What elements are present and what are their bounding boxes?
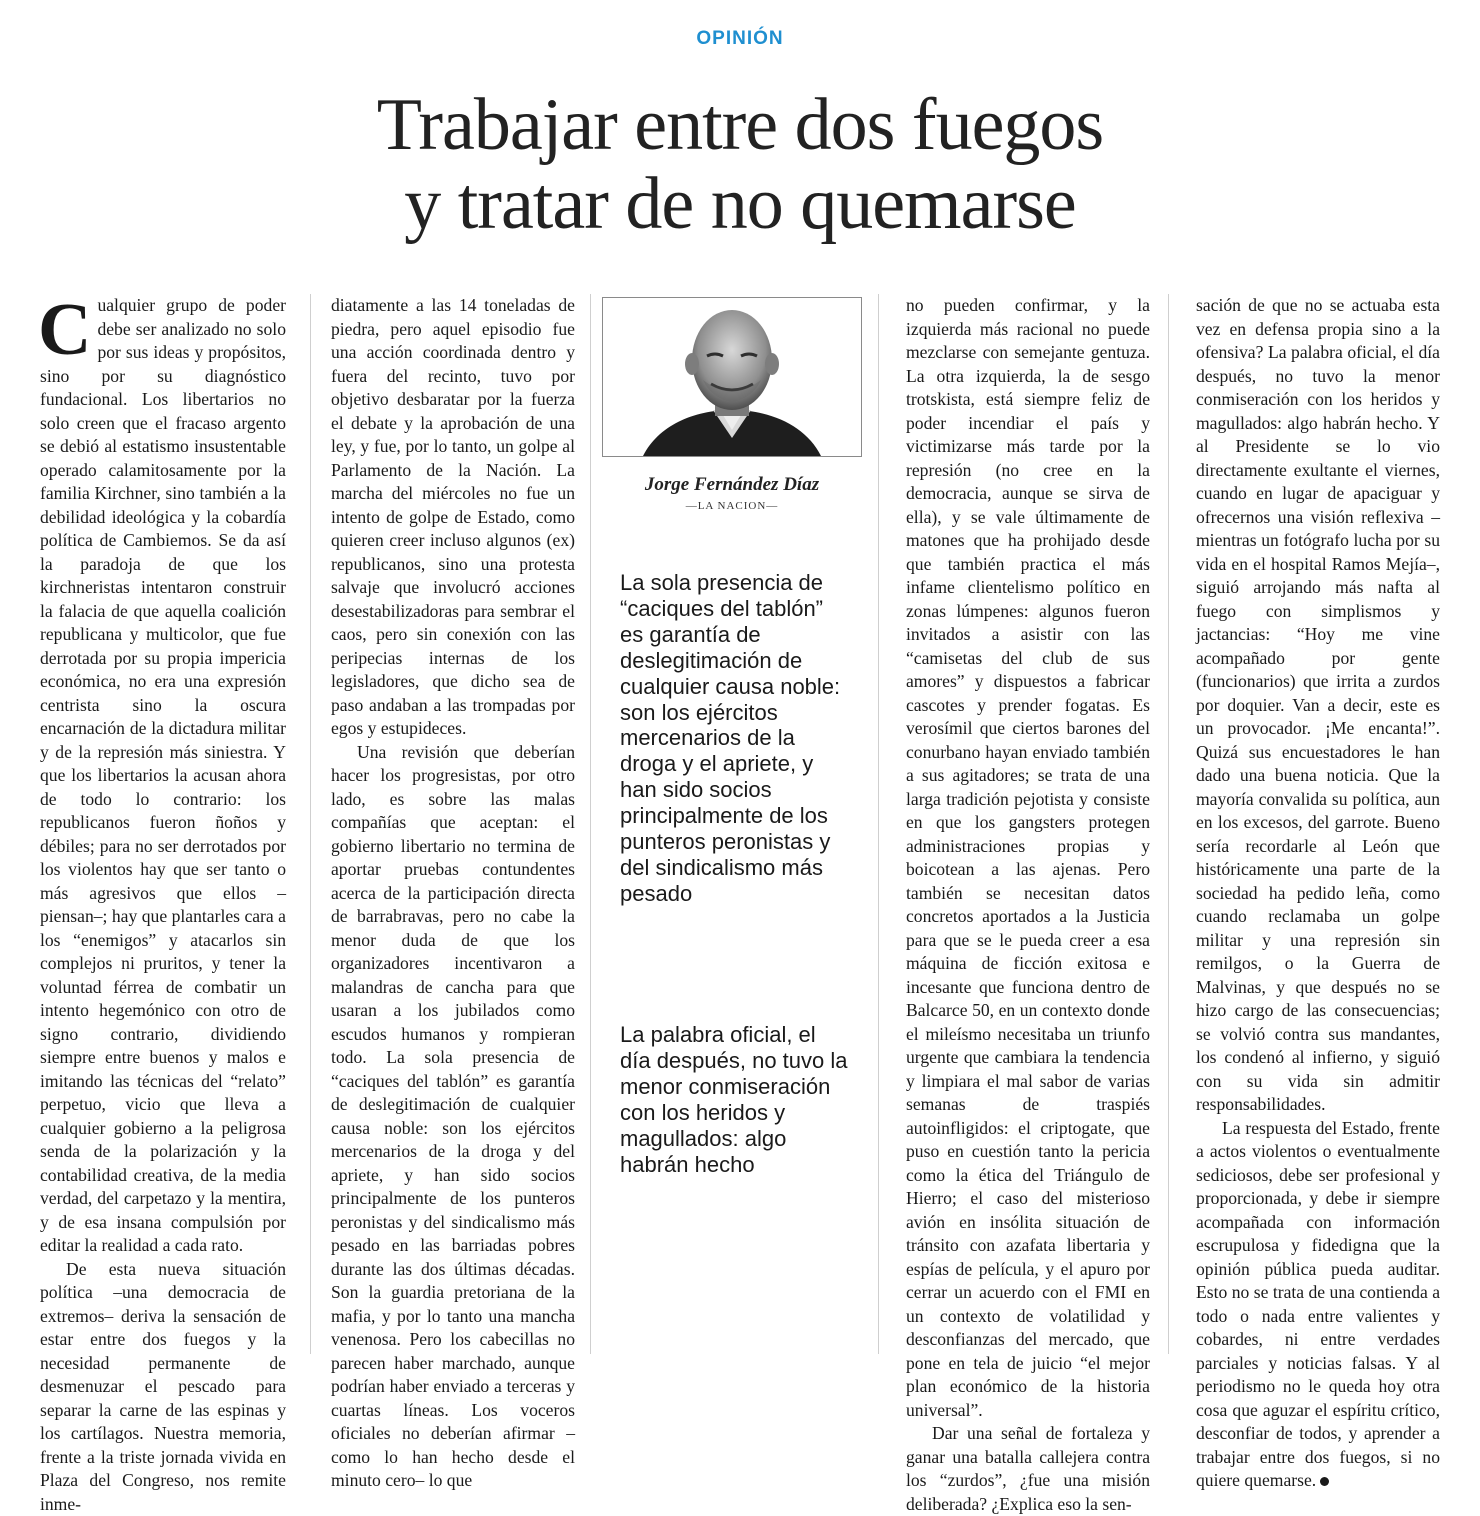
column-divider — [590, 294, 591, 1354]
column-divider — [878, 294, 879, 1354]
article-column-2 — [331, 294, 575, 1354]
paragraph: no pueden confirmar, y la izquierda más racional no puede mezclarse con semejante gentuza. La otra izquierda, la de sesgo trotskista, está siempre feliz de poder incendiar el país y victimizarse más tarde por la represión (no cree en la democracia, aunque se sirva de ella), y se vale últimamente de matones que ha prohijado desde que también practica el más infame clientelismo político en zonas lúmpenes: algunos fueron invitados a asistir con las “camisetas del club de sus amores” y dispuestos a fabricar cascotes y prender fogatas. Es verosímil que ciertos barones del conurbano hayan enviado también a sus agitadores; se trata de una larga tradición pejotista y consiste en que los gangsters protegen administraciones propias y boicotean a las ajenas. Pero también se necesitan datos concretos aportados a la Justicia para que se le pueda creer a esa máquina de ficción exitosa e incesante que funciona dentro de Balcarce 50, en un contexto donde el mileísmo necesitaba un triunfo urgente que cambiara la tendencia y limpiara el mal sabor de varias semanas de traspiés autoinfligidos: el criptogate, que puso en cuestión tanto la pericia como la ética del Triángulo de Hierro; el caso del misterioso avión en insólita situación de tránsito con azafata libertaria y espías de película, y el apuro por cerrar un acuerdo con el FMI en un contexto de volatilidad y desconfianzas del mercado, que pone en tela de juicio “el mejor plan económico de la historia universal”. — [906, 294, 1150, 1422]
headline-line-2: y tratar de no quemarse — [404, 163, 1075, 245]
paragraph: Una revisión que deberían hacer los progresistas, por otro lado, es sobre las malas compañías que aceptan: el gobierno libertario no termina de aportar pruebas contundentes acerca de la participación directa de barrabravas, pero no cabe la menor duda de que los organizadores incentivaron a malandras de cancha para que usaran a los jubilados como escudos humanos y rompieran todo. La sola presencia de “caciques del tablón” es garantía de deslegitimación de cualquier causa noble: son los ejércitos mercenarios de la droga y del apriete, y han sido socios principalmente de los punteros peronistas y del sindicalismo más pesado en las barriadas pobres durante las dos últimas décadas. Son la guardia pretoriana de la mafia, y por lo tanto una mancha venenosa. Pero los cabecillas no parecen haber marchado, aunque podrían haber enviado a terceras y cuartas líneas. Los voceros oficiales no deberían afirmar –como lo han hecho desde el minuto cero– lo que — [331, 741, 575, 1493]
section-label: OPINIÓN — [0, 28, 1480, 50]
author-affiliation: —LA NACION— — [602, 500, 862, 512]
pull-quote: La palabra oficial, el día después, no tuvo la menor conmiseración con los heridos y magullados: algo habrán hecho — [620, 1022, 850, 1177]
headline — [200, 86, 1280, 244]
paragraph: De esta nueva situación política –una democracia de extremos– deriva la sensación de estar entre dos fuegos y la necesidad permanente de desmenuzar el pescado para separar la carne de las espinas y los cartílagos. Nuestra memoria, frente a la triste jornada vivida en Plaza del Congreso, nos remite inme- — [40, 1258, 286, 1516]
paragraph: Cualquier grupo de poder debe ser analizado no solo por sus ideas y propósitos, sino por su diagnóstico fundacional. Los libertarios no solo creen que el fracaso argento se debió al estatismo insustentable operado calamitosamente por la familia Kirchner, sino también a la debilidad ideológica y la cobardía política de Cambiemos. Se da así la paradoja de que los kirchneristas intentaron construir la falacia de que aquella coalición republicana y multicolor, que fue derrotada por su propia impericia económica, no era una expresión centrista sino la oscura encarnación de la dictadura militar y de la represión más siniestra. Y que los libertarios la acusan ahora de todo lo contrario: los republicanos fueron ñoños y débiles; para no ser derrotados por los violentos hay que ser tanto o más agresivos que ellos –piensan–; hay que plantarles cara a los “enemigos” y atacarlos sin complejos ni pruritos, y tener la voluntad férrea de combatir un intento hegemónico con otro de signo contrario, dividiendo siempre entre buenos y malos e imitando las técnicas del “relato” perpetuo, vicio que lleva a cualquier gobierno a la peligrosa senda de la polarización y la contabilidad creativa, de la media verdad, del carpetazo y la mentira, y de esa insana compulsión por editar la realidad a cada rato. — [40, 294, 286, 1258]
paragraph: diatamente a las 14 toneladas de piedra, pero aquel episodio fue una acción coordinada dentro y fuera del recinto, tuvo por objetivo desbaratar por la fuerza el debate y la aprobación de una ley, y fue, por lo tanto, un golpe al Parlamento de la Nación. La marcha del miércoles no fue un intento de golpe de Estado, como quieren creer incluso algunos (ex) republicanos, sino una protesta salvaje que involucró acciones desestabilizadoras para sembrar el caos, pero sin conexión con las peripecias internas de los legisladores, que dicho sea de paso andaban a las trompadas por egos y estupideces. — [331, 294, 575, 741]
column-divider — [1168, 294, 1169, 1354]
column-divider — [310, 294, 311, 1354]
end-of-article-icon — [1320, 1477, 1329, 1486]
author-name: Jorge Fernández Díaz — [602, 474, 862, 496]
drop-cap: C — [38, 300, 91, 360]
headline-line-1: Trabajar entre dos fuegos — [377, 84, 1103, 166]
author-photo — [602, 297, 862, 457]
author-portrait-icon — [603, 298, 861, 456]
article-column-5 — [1196, 294, 1440, 1354]
article-column-4 — [906, 294, 1150, 1354]
paragraph: Dar una señal de fortaleza y ganar una batalla callejera contra los “zurdos”, ¿fue una misión deliberada? ¿Explica eso la sen- — [906, 1422, 1150, 1516]
paragraph: sación de que no se actuaba esta vez en defensa propia sino a la ofensiva? La palabra oficial, el día después, no tuvo la menor conmiseración con los heridos y magullados: algo habrán hecho. Y al Presidente se lo vio directamente exultante el viernes, cuando en lugar de apaciguar y ofrecernos una visión reflexiva –mientras un fotógrafo lucha por su vida en el hospital Ramos Mejía–, siguió arrojando más nafta al fuego con simplismos y jactancias: “Hoy me vine acompañado por gente (funcionarios) que irrita a zurdos por doquier. Van a decir, este es un provocador. ¡Me encanta!”. Quizá sus encuestadores le han dado una buena noticia. Que la mayoría convalida su política, aun en los excesos, del garrote. Bueno sería recordarle al León que históricamente una parte de la sociedad ha pedido leña, como cuando reclamaba un golpe militar y una represión sin remilgos, o la Guerra de Malvinas, y que después no se hizo cargo de las consecuencias; se volvió contra sus mandantes, los condenó al infierno, y siguió con su vida sin admitir responsabilidades. — [1196, 294, 1440, 1117]
paragraph: La respuesta del Estado, frente a actos violentos o eventualmente sediciosos, debe ser profesional y proporcionada, y debe ir siempre acompañada con información escrupulosa y fidedigna que la opinión pública pueda auditar. Esto no se trata de una contienda a todo o nada entre valientes y cobardes, ni entre verdades parciales y noticias falsas. Y al periodismo no le queda hoy otra cosa que aguzar el espíritu crítico, desconfiar de todos, y aprender a trabajar entre dos fuegos, si no quiere quemarse. — [1196, 1117, 1440, 1493]
article-column-1 — [40, 294, 286, 1354]
pull-quote: La sola presencia de “caciques del tablón” es garantía de deslegitimación de cualquier causa noble: son los ejércitos mercenarios de la droga y el apriete, y han sido socios principalmente de los punteros peronistas y del sindicalismo más pesado — [620, 570, 850, 907]
